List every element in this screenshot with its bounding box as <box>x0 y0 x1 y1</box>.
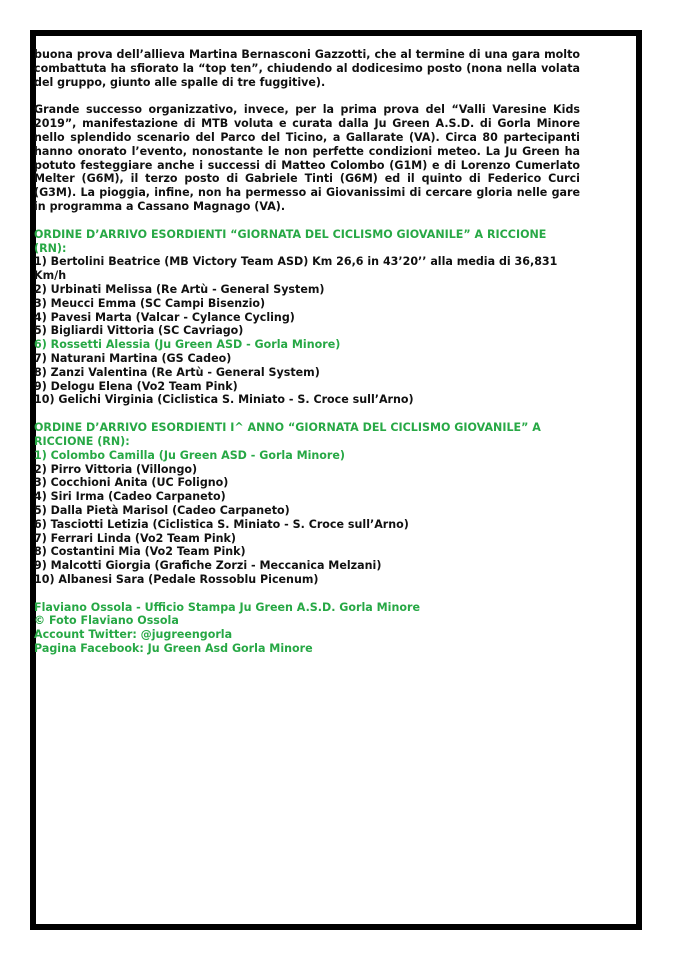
intro-paragraph: buona prova dell’allieva Martina Bernasconi Gazzotti, che al termine di una gara molto combattuta ha sfiorato la “top ten”, chiudendo al dodicesimo posto (nona nella volata del gruppo, giunto alle spalle di tre fuggitive). <box>34 48 580 89</box>
list-item: 9) Malcotti Giorgia (Grafiche Zorzi - Meccanica Melzani) <box>34 559 382 573</box>
list-item: 2) Urbinati Melissa (Re Artù - General System) <box>34 282 325 296</box>
results-esordienti-primo-anno <box>34 421 580 587</box>
results-heading: ORDINE D’ARRIVO ESORDIENTI I^ ANNO “GIORNATA DEL CICLISMO GIOVANILE” A RICCIONE (RN): <box>34 421 541 448</box>
list-item: 3) Meucci Emma (SC Campi Bisenzio) <box>34 296 266 310</box>
results-list <box>34 255 580 407</box>
list-item: 4) Siri Irma (Cadeo Carpaneto) <box>34 490 226 504</box>
list-item: 3) Cocchioni Anita (UC Foligno) <box>34 476 229 490</box>
list-item: 8) Zanzi Valentina (Re Artù - General System) <box>34 365 320 379</box>
photo-credit: © Foto Flaviano Ossola <box>34 614 179 628</box>
list-item: 1) Colombo Camilla (Ju Green ASD - Gorla Minore) <box>34 448 345 462</box>
results-esordienti <box>34 228 580 407</box>
results-heading: ORDINE D’ARRIVO ESORDIENTI “GIORNATA DEL CICLISMO GIOVANILE” A RICCIONE (RN): <box>34 227 547 255</box>
list-item: 10) Gelichi Virginia (Ciclistica S. Miniato - S. Croce sull’Arno) <box>34 393 414 407</box>
facebook-page: Pagina Facebook: Ju Green Asd Gorla Minore <box>34 642 313 656</box>
list-item: 5) Bigliardi Vittoria (SC Cavriago) <box>34 324 244 338</box>
list-item: 5) Dalla Pietà Marisol (Cadeo Carpaneto) <box>34 503 290 517</box>
list-item: 6) Tasciotti Letizia (Ciclistica S. Miniato - S. Croce sull’Arno) <box>34 517 409 531</box>
credits <box>34 601 580 656</box>
twitter-account: Account Twitter: @jugreengorla <box>34 628 233 642</box>
list-item: 10) Albanesi Sara (Pedale Rossoblu Picenum) <box>34 572 319 586</box>
list-item: 8) Costantini Mia (Vo2 Team Pink) <box>34 545 246 559</box>
list-item: 4) Pavesi Marta (Valcar - Cylance Cycling) <box>34 310 295 324</box>
press-office-credit: Flaviano Ossola - Ufficio Stampa Ju Green A.S.D. Gorla Minore <box>34 600 420 614</box>
list-item: 7) Naturani Martina (GS Cadeo) <box>34 351 232 365</box>
results-list <box>34 449 580 587</box>
list-item: 6) Rossetti Alessia (Ju Green ASD - Gorla Minore) <box>34 338 341 352</box>
event-paragraph: Grande successo organizzativo, invece, per la prima prova del “Valli Varesine Kids 2019”, manifestazione di MTB voluta e curata dalla Ju Green A.S.D. di Gorla Minore nello splendido scenario del Parco del Ticino, a Gallarate (VA). Circa 80 partecipanti hanno onorato l’evento, nonostante le non perfette condizioni meteo. La Ju Green ha potuto festeggiare anche i successi di Matteo Colombo (G1M) e di Lorenzo Cumerlato Melter (G6M), il terzo posto di Gabriele Tinti (G6M) ed il quinto di Federico Curci (G3M). La pioggia, infine, non ha permesso ai Giovanissimi di cercare gloria nelle gare in programma a Cassano Magnago (VA). <box>34 103 580 213</box>
list-item: 1) Bertolini Beatrice (MB Victory Team ASD) Km 26,6 in 43’20’’ alla media di 36,831 Km/h <box>34 255 558 283</box>
list-item: 9) Delogu Elena (Vo2 Team Pink) <box>34 379 238 393</box>
list-item: 2) Pirro Vittoria (Villongo) <box>34 462 198 476</box>
list-item: 7) Ferrari Linda (Vo2 Team Pink) <box>34 531 236 545</box>
article-body <box>34 48 580 656</box>
